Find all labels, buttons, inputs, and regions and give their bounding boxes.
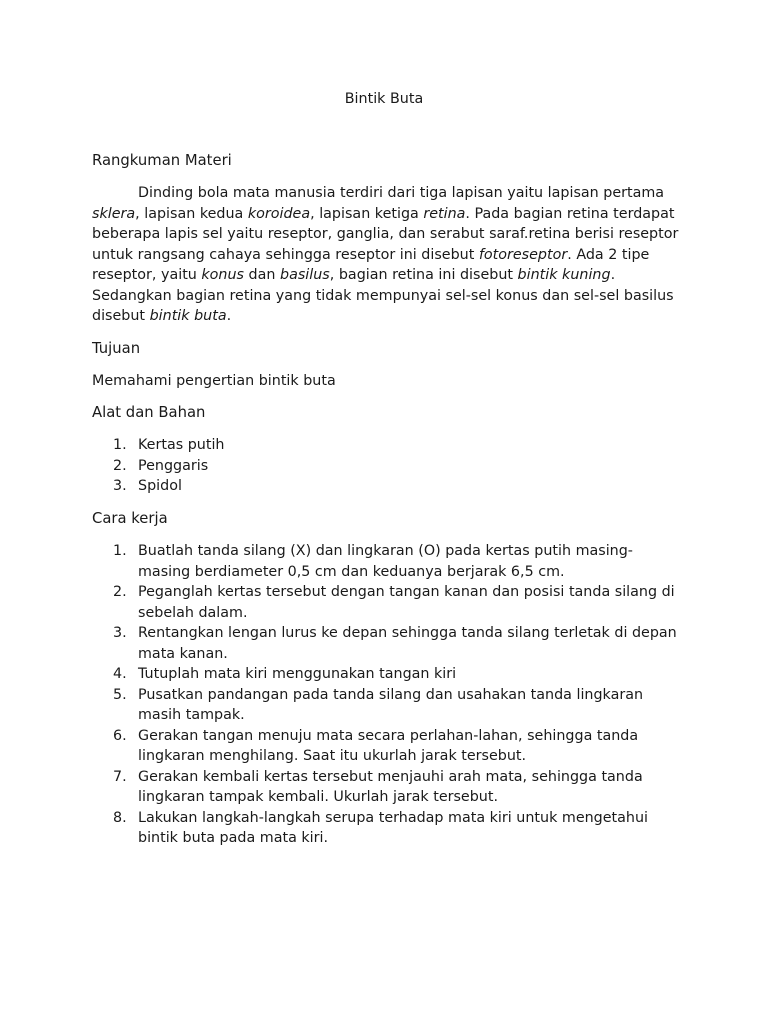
list-number: 1.: [113, 437, 127, 453]
list-text: Gerakan kembali kertas tersebut menjauhi arah mata, sehingga tanda lingkaran tampak kembali. Ukurlah jarak tersebut.: [138, 768, 643, 805]
list-item: [92, 664, 682, 685]
text-run: Dinding bola mata manusia terdiri dari tiga lapisan yaitu lapisan pertama: [138, 185, 665, 201]
text-run: , lapisan kedua: [135, 205, 248, 222]
list-item: [92, 808, 682, 849]
list-text: Pusatkan pandangan pada tanda silang dan usahakan tanda lingkaran masih tampak.: [138, 686, 644, 723]
text-run: . Sedangkan bagian retina yang tidak mempunyai sel-sel konus dan sel-sel basilus disebut: [92, 267, 674, 324]
text-run: , lapisan ketiga: [310, 205, 424, 222]
list-text: Peganglah kertas tersebut dengan tangan kanan dan posisi tanda silang di sebelah dalam.: [138, 584, 675, 621]
list-cara-kerja: [92, 541, 682, 849]
list-number: 2.: [113, 457, 127, 474]
term-koroidea: koroidea: [247, 205, 311, 222]
text-run: .: [226, 308, 232, 324]
list-number: 7.: [113, 768, 127, 785]
list-number: 1.: [113, 543, 127, 559]
paragraph-rangkuman: [92, 183, 682, 327]
list-item: [92, 726, 682, 767]
list-item: [92, 767, 682, 808]
list-item: [92, 623, 682, 664]
term-bintik-kuning: bintik kuning: [517, 267, 611, 283]
list-number: 3.: [113, 478, 127, 494]
term-bintik-buta: bintik buta: [149, 308, 227, 324]
list-number: 6.: [113, 727, 127, 744]
term-sklera: sklera: [92, 205, 136, 222]
list-number: 3.: [113, 625, 127, 641]
list-item: [92, 456, 682, 477]
text-run: dan: [244, 267, 281, 283]
text-run: , bagian retina ini disebut: [329, 267, 518, 283]
list-text: Penggaris: [138, 457, 209, 474]
term-basilus: basilus: [280, 267, 330, 283]
list-item: [92, 685, 682, 726]
list-text: Kertas putih: [138, 437, 225, 453]
text-run: . Ada 2 tipe reseptor, yaitu: [92, 246, 650, 283]
list-text: Lakukan langkah-langkah serupa terhadap mata kiri untuk mengetahui bintik buta pada mata kiri.: [138, 809, 649, 846]
list-alat: [92, 435, 682, 497]
term-fotoreseptor: fotoreseptor: [478, 246, 568, 263]
term-konus: konus: [201, 267, 245, 283]
list-number: 2.: [113, 584, 127, 600]
heading-tujuan: Tujuan: [92, 340, 141, 357]
list-text: Spidol: [138, 478, 182, 494]
list-text: Rentangkan lengan lurus ke depan sehingga tanda silang terletak di depan mata kanan.: [138, 625, 677, 662]
list-item: [92, 541, 682, 582]
list-number: 4.: [113, 666, 127, 682]
list-number: 5.: [113, 686, 127, 703]
heading-rangkuman: Rangkuman Materi: [92, 152, 232, 169]
term-retina: retina: [423, 205, 466, 222]
list-number: 8.: [113, 809, 127, 826]
list-item: [92, 582, 682, 623]
list-text: Tutuplah mata kiri menggunakan tangan kiri: [138, 666, 457, 682]
list-item: [92, 476, 682, 497]
heading-alat: Alat dan Bahan: [92, 404, 206, 421]
list-text: Gerakan tangan menuju mata secara perlahan-lahan, sehingga tanda lingkaran menghilang. Saat itu ukurlah jarak tersebut.: [138, 727, 639, 764]
document-title: Bintik Buta: [344, 91, 424, 107]
heading-cara-kerja: Cara kerja: [92, 510, 168, 527]
text-run: . Pada bagian retina terdapat beberapa lapis sel yaitu reseptor, ganglia, dan serabut saraf.retina berisi reseptor untuk rangsang cahaya sehingga reseptor ini disebut: [92, 205, 679, 263]
list-text: Buatlah tanda silang (X) dan lingkaran (O) pada kertas putih masing-masing berdiameter 0,5 cm dan keduanya berjarak 6,5 cm.: [138, 543, 633, 580]
list-item: [92, 435, 682, 456]
tujuan-text: Memahami pengertian bintik buta: [92, 373, 336, 389]
